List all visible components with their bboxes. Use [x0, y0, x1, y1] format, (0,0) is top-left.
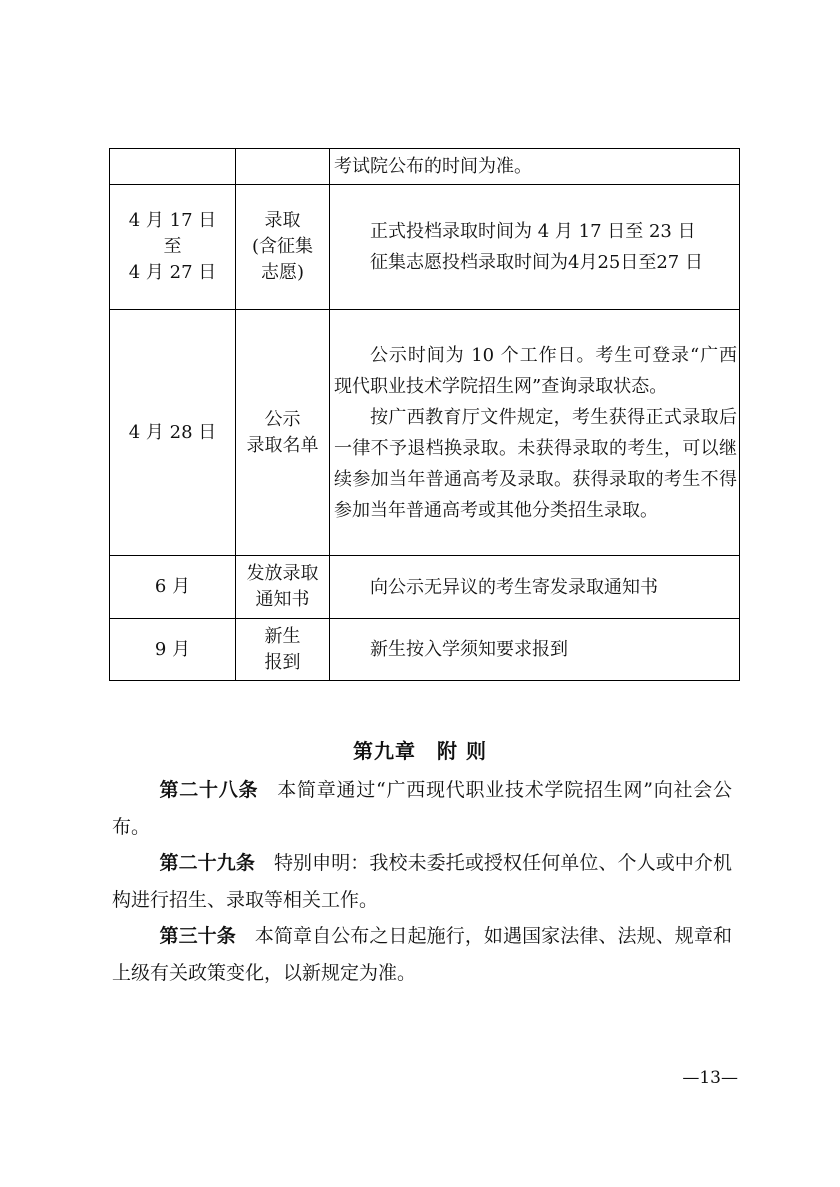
event-line: 新生	[264, 625, 301, 647]
chapter-title: 第九章 附 则	[353, 739, 487, 763]
detail-cell	[330, 149, 740, 185]
article-number: 第二十八条	[159, 779, 259, 801]
event-cell	[236, 556, 330, 619]
detail-paragraph: 考试院公布的时间为准。	[334, 156, 532, 177]
event-line: 通知书	[255, 589, 310, 610]
event-cell	[236, 310, 330, 556]
table-row	[110, 556, 740, 619]
date-cell	[110, 310, 236, 556]
article-paragraph	[112, 772, 732, 845]
detail-cell	[330, 185, 740, 310]
date-line: 4 月 28 日	[128, 421, 217, 443]
detail-paragraph: 向公示无异议的考生寄发录取通知书	[370, 576, 658, 598]
table-row	[110, 149, 740, 185]
event-line: 发放录取	[246, 563, 319, 584]
date-line: 6 月	[154, 576, 191, 597]
event-line: (含征集	[251, 236, 314, 257]
article-paragraph	[112, 845, 732, 918]
date-cell	[110, 556, 236, 619]
article-number: 第二十九条	[159, 852, 255, 875]
event-line: 报到	[264, 651, 301, 673]
schedule-table-body	[110, 149, 740, 681]
detail-paragraph: 新生按入学须知要求报到	[370, 639, 568, 660]
date-cell	[110, 185, 236, 310]
page-number: —13—	[682, 1068, 738, 1088]
date-cell	[110, 619, 236, 681]
event-cell	[236, 185, 330, 310]
admission-schedule-table	[109, 148, 740, 681]
detail-paragraph: 征集志愿投档录取时间为4月25日至27 日	[370, 252, 703, 273]
article-paragraph	[112, 918, 732, 991]
event-cell	[236, 149, 330, 185]
event-line: 录取	[264, 210, 301, 231]
event-line: 志愿)	[260, 262, 305, 283]
article-text: 本简章自公布之日起施行，如遇国家法律、法规、规章和上级有关政策变化，以新规定为准。	[112, 925, 732, 984]
article-number: 第三十条	[159, 925, 236, 948]
event-line: 录取名单	[246, 434, 319, 456]
detail-cell	[330, 556, 740, 619]
detail-cell	[330, 310, 740, 556]
date-cell	[110, 149, 236, 185]
table-row	[110, 310, 740, 556]
article-text: 本简章通过“广西现代职业技术学院招生网”向社会公布。	[112, 779, 732, 838]
event-cell	[236, 619, 330, 681]
detail-cell	[330, 619, 740, 681]
event-line: 公示	[264, 408, 301, 430]
table-row	[110, 619, 740, 681]
detail-paragraph: 公示时间为 10 个工作日。考生可登录“广西现代职业技术学院招生网”查询录取状态。	[334, 344, 737, 397]
date-line: 4 月 27 日	[128, 262, 217, 283]
date-line: 至	[163, 236, 182, 257]
article-text: 特别申明：我校未委托或授权任何单位、个人或中介机构进行招生、录取等相关工作。	[112, 852, 732, 911]
detail-paragraph: 按广西教育厅文件规定，考生获得正式录取后一律不予退档换录取。未获得录取的考生，可以继续参加当年普通高考及录取。获得录取的考生不得参加当年普通高考或其他分类招生录取。	[334, 406, 737, 521]
detail-paragraph: 正式投档录取时间为 4 月 17 日至 23 日	[370, 221, 696, 242]
date-line: 9 月	[154, 638, 191, 660]
date-line: 4 月 17 日	[128, 210, 217, 231]
table-row	[110, 185, 740, 310]
articles-section	[112, 772, 732, 992]
